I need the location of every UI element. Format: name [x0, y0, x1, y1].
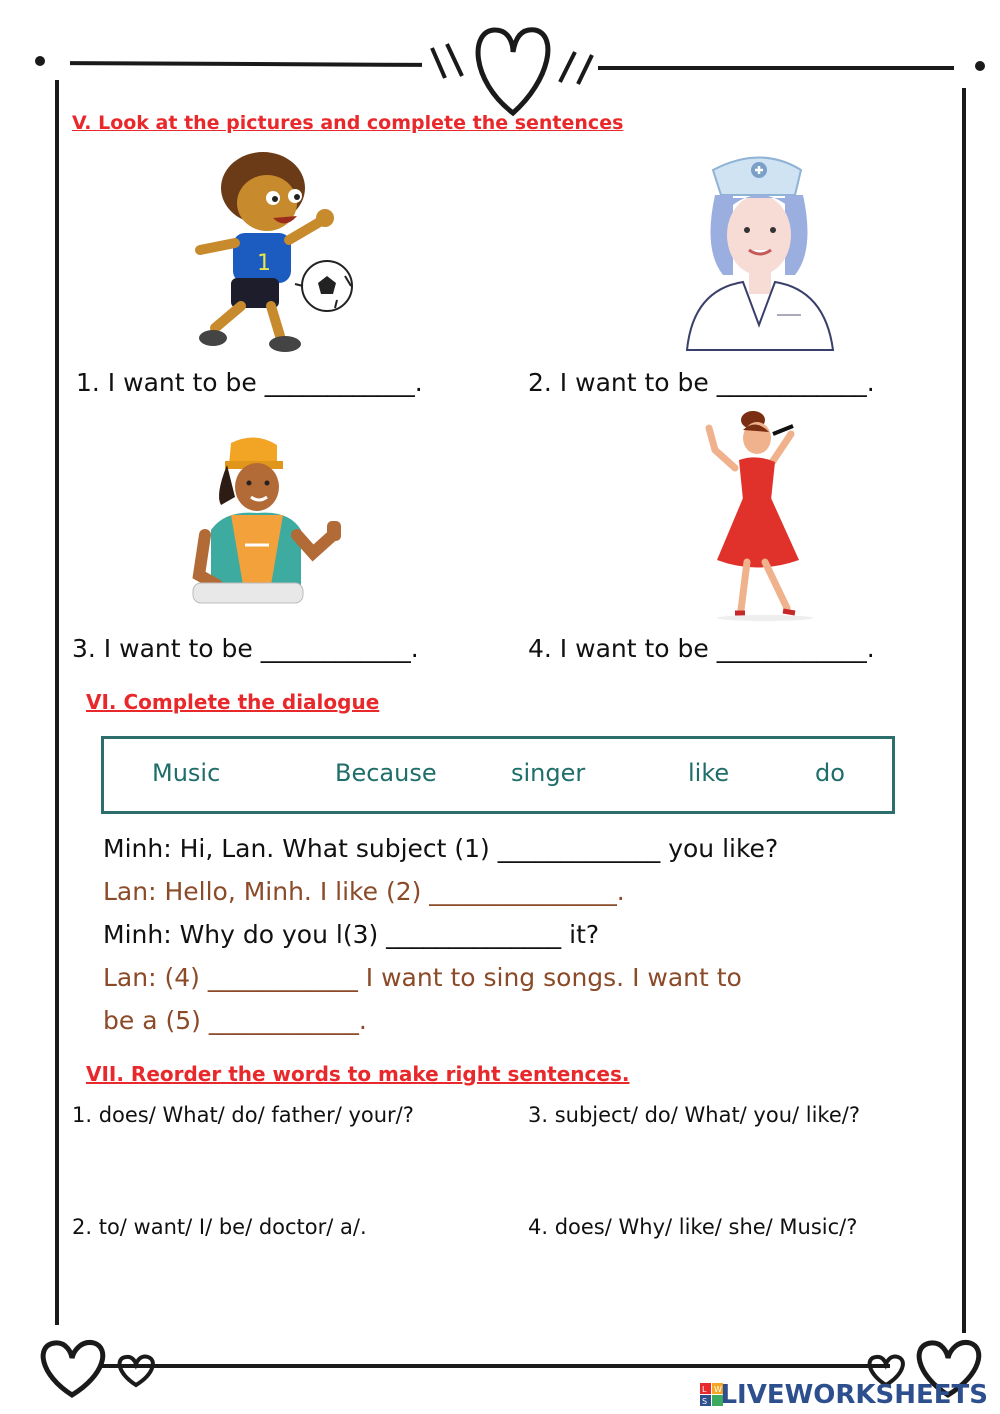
word-bank-item: Because	[335, 759, 437, 787]
dialogue-line-5: be a (5) ____________.	[103, 1006, 367, 1035]
svg-text:S: S	[702, 1397, 708, 1406]
svg-text:W: W	[714, 1385, 722, 1394]
section-5-item-2: 2. I want to be ____________.	[528, 368, 875, 397]
reorder-item-2: 2. to/ want/ I/ be/ doctor/ a/.	[72, 1215, 367, 1239]
section-6-title: VI. Complete the dialogue	[86, 690, 380, 714]
word-bank-item: Music	[152, 759, 221, 787]
singer-icon	[695, 410, 825, 625]
reorder-item-1: 1. does/ What/ do/ father/ your/?	[72, 1103, 414, 1127]
dialogue-line-1: Minh: Hi, Lan. What subject (1) _____________ you like?	[103, 834, 779, 863]
nurse-icon	[683, 150, 838, 360]
word-bank-item: singer	[511, 759, 586, 787]
svg-text:L: L	[702, 1385, 707, 1394]
dialogue-line-3: Minh: Why do you l(3) ______________ it?	[103, 920, 600, 949]
svg-text:1: 1	[257, 251, 271, 276]
section-5-item-4: 4. I want to be ____________.	[528, 634, 875, 663]
reorder-item-4: 4. does/ Why/ like/ she/ Music/?	[528, 1215, 858, 1239]
word-bank-item: do	[815, 759, 845, 787]
boy-football-player-icon	[185, 148, 360, 358]
liveworksheets-brand[interactable]: LIVEWORKSHEETS	[720, 1380, 988, 1410]
word-bank-item: like	[688, 759, 730, 787]
section-5-item-3: 3. I want to be ____________.	[72, 634, 419, 663]
dialogue-line-2: Lan: Hello, Minh. I like (2) _______________.	[103, 877, 625, 906]
dialogue-line-4: Lan: (4) ____________ I want to sing songs. I want to	[103, 963, 742, 992]
worker-icon	[185, 435, 355, 610]
section-5-item-1: 1. I want to be ____________.	[76, 368, 423, 397]
word-bank-box	[101, 736, 895, 814]
reorder-item-3: 3. subject/ do/ What/ you/ like/?	[528, 1103, 860, 1127]
section-5-title: V. Look at the pictures and complete the sentences	[72, 112, 624, 134]
section-7-title: VII. Reorder the words to make right sentences.	[86, 1062, 630, 1086]
